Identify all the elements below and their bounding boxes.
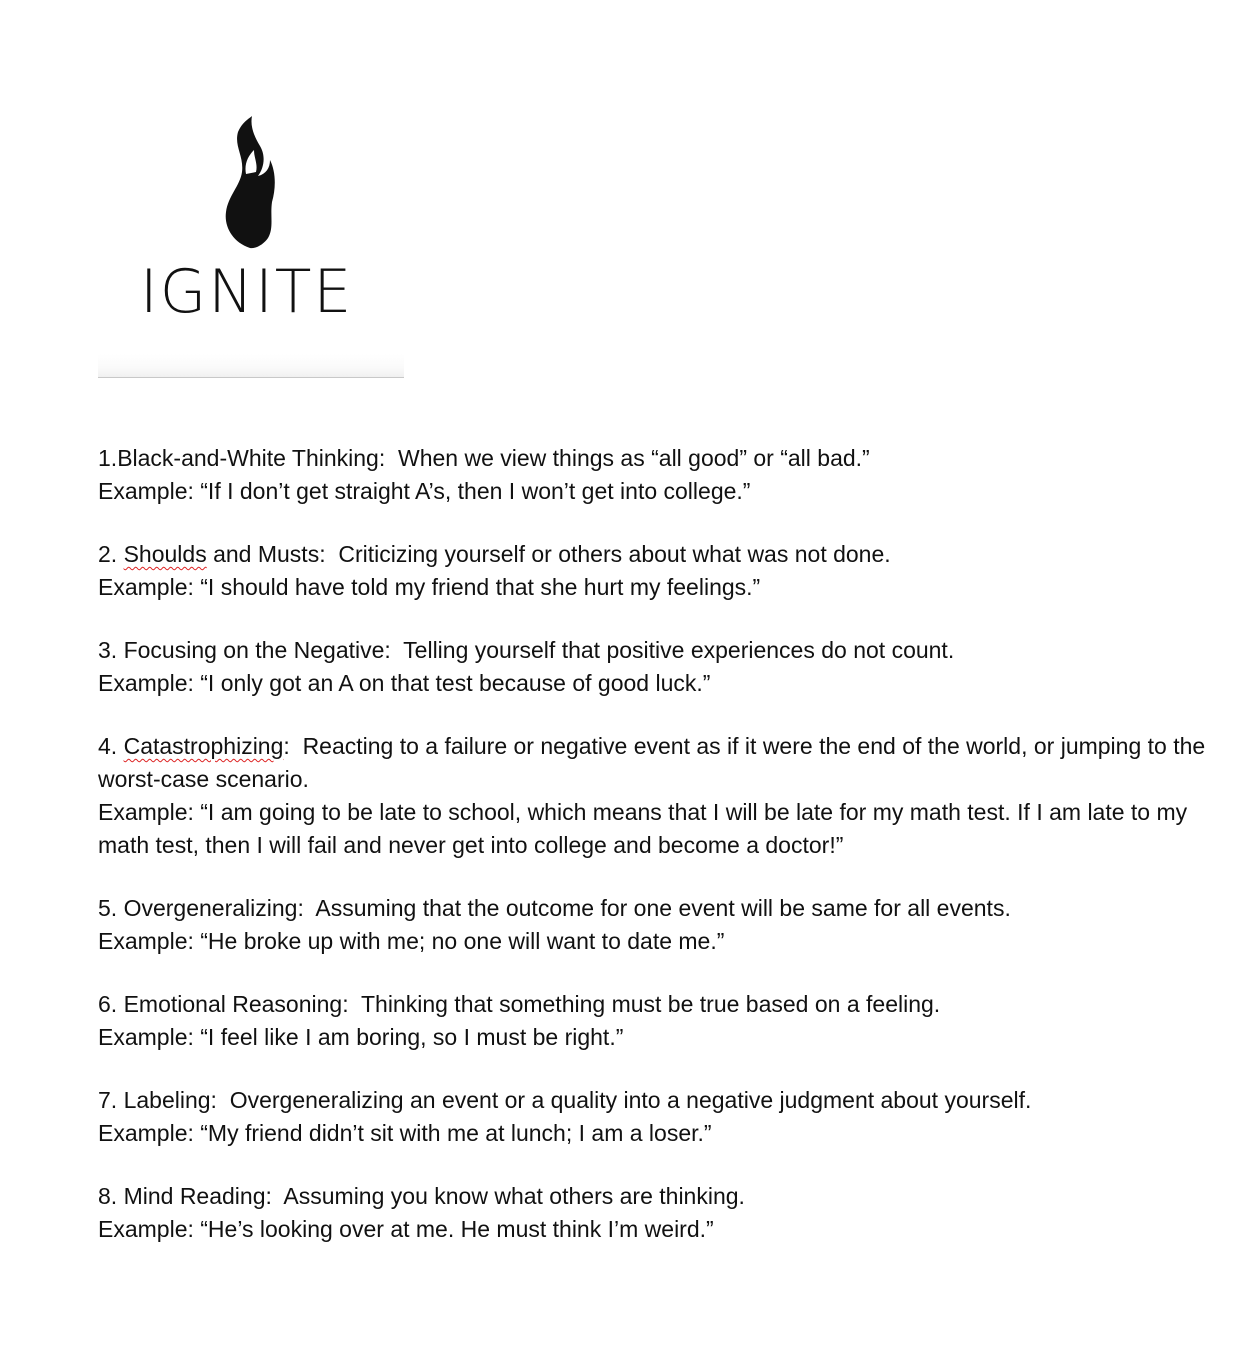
header-rule bbox=[98, 354, 404, 378]
item-number: 7. bbox=[98, 1087, 118, 1113]
item-heading bbox=[98, 634, 1218, 667]
item-term: and Musts: bbox=[213, 541, 326, 567]
item-definition: Thinking that something must be true based on a feeling. bbox=[360, 991, 941, 1017]
list-item bbox=[98, 634, 1218, 700]
item-heading bbox=[98, 1084, 1218, 1117]
item-example: Example: “If I don’t get straight A’s, then I won’t get into college.” bbox=[98, 478, 751, 504]
item-heading bbox=[98, 892, 1218, 925]
item-definition: Assuming that the outcome for one event will be same for all events. bbox=[315, 895, 1011, 921]
list-item bbox=[98, 730, 1218, 862]
item-example: Example: “I should have told my friend that she hurt my feelings.” bbox=[98, 574, 761, 600]
list-item bbox=[98, 988, 1218, 1054]
list-item bbox=[98, 538, 1218, 604]
item-number: 4. bbox=[98, 733, 118, 759]
item-heading bbox=[98, 730, 1218, 796]
item-definition: Criticizing yourself or others about what was not done. bbox=[338, 541, 891, 567]
item-heading bbox=[98, 538, 1218, 571]
item-term: Overgeneralizing: bbox=[123, 895, 304, 921]
ignite-logo bbox=[140, 116, 360, 326]
item-definition: Assuming you know what others are thinking. bbox=[283, 1183, 745, 1209]
item-definition: Reacting to a failure or negative event as if it were the end of the world, or jumping to the worst-case scenario. bbox=[98, 733, 1206, 792]
distortions-list bbox=[98, 442, 1218, 1276]
item-number: 6. bbox=[98, 991, 118, 1017]
list-item bbox=[98, 1084, 1218, 1150]
brand-name: IGNITE bbox=[140, 257, 354, 327]
item-number: 3. bbox=[98, 637, 118, 663]
item-term: Focusing on the Negative: bbox=[123, 637, 391, 663]
item-term: Mind Reading: bbox=[123, 1183, 272, 1209]
list-item bbox=[98, 1180, 1218, 1246]
item-number: 5. bbox=[98, 895, 118, 921]
list-item bbox=[98, 442, 1218, 508]
item-example: Example: “I am going to be late to school, which means that I will be late for my math test. If I am late to my math test, then I will fail and never get into college and become a doctor!” bbox=[98, 799, 1188, 858]
item-heading bbox=[98, 442, 1218, 475]
item-example: Example: “He’s looking over at me. He must think I’m weird.” bbox=[98, 1216, 714, 1242]
item-definition: Telling yourself that positive experiences do not count. bbox=[403, 637, 955, 663]
item-definition: Overgeneralizing an event or a quality into a negative judgment about yourself. bbox=[229, 1087, 1032, 1113]
item-term: Labeling: bbox=[123, 1087, 217, 1113]
item-heading bbox=[98, 1180, 1218, 1213]
item-example: Example: “I only got an A on that test because of good luck.” bbox=[98, 670, 711, 696]
item-example: Example: “I feel like I am boring, so I must be right.” bbox=[98, 1024, 624, 1050]
item-number: 2. bbox=[98, 541, 118, 567]
item-example: Example: “He broke up with me; no one will want to date me.” bbox=[98, 928, 725, 954]
item-term-misspelled: Shoulds bbox=[123, 541, 207, 567]
item-definition: When we view things as “all good” or “all bad.” bbox=[398, 445, 870, 471]
item-number: 1. bbox=[98, 445, 118, 471]
item-term: Emotional Reasoning: bbox=[123, 991, 349, 1017]
item-term-misspelled: Catastrophizing bbox=[123, 733, 284, 759]
item-example: Example: “My friend didn’t sit with me at lunch; I am a loser.” bbox=[98, 1120, 712, 1146]
list-item bbox=[98, 892, 1218, 958]
item-number: 8. bbox=[98, 1183, 118, 1209]
item-term: Black-and-White Thinking: bbox=[117, 445, 386, 471]
item-heading bbox=[98, 988, 1218, 1021]
flame-icon bbox=[224, 116, 276, 250]
item-term: : bbox=[283, 733, 290, 759]
